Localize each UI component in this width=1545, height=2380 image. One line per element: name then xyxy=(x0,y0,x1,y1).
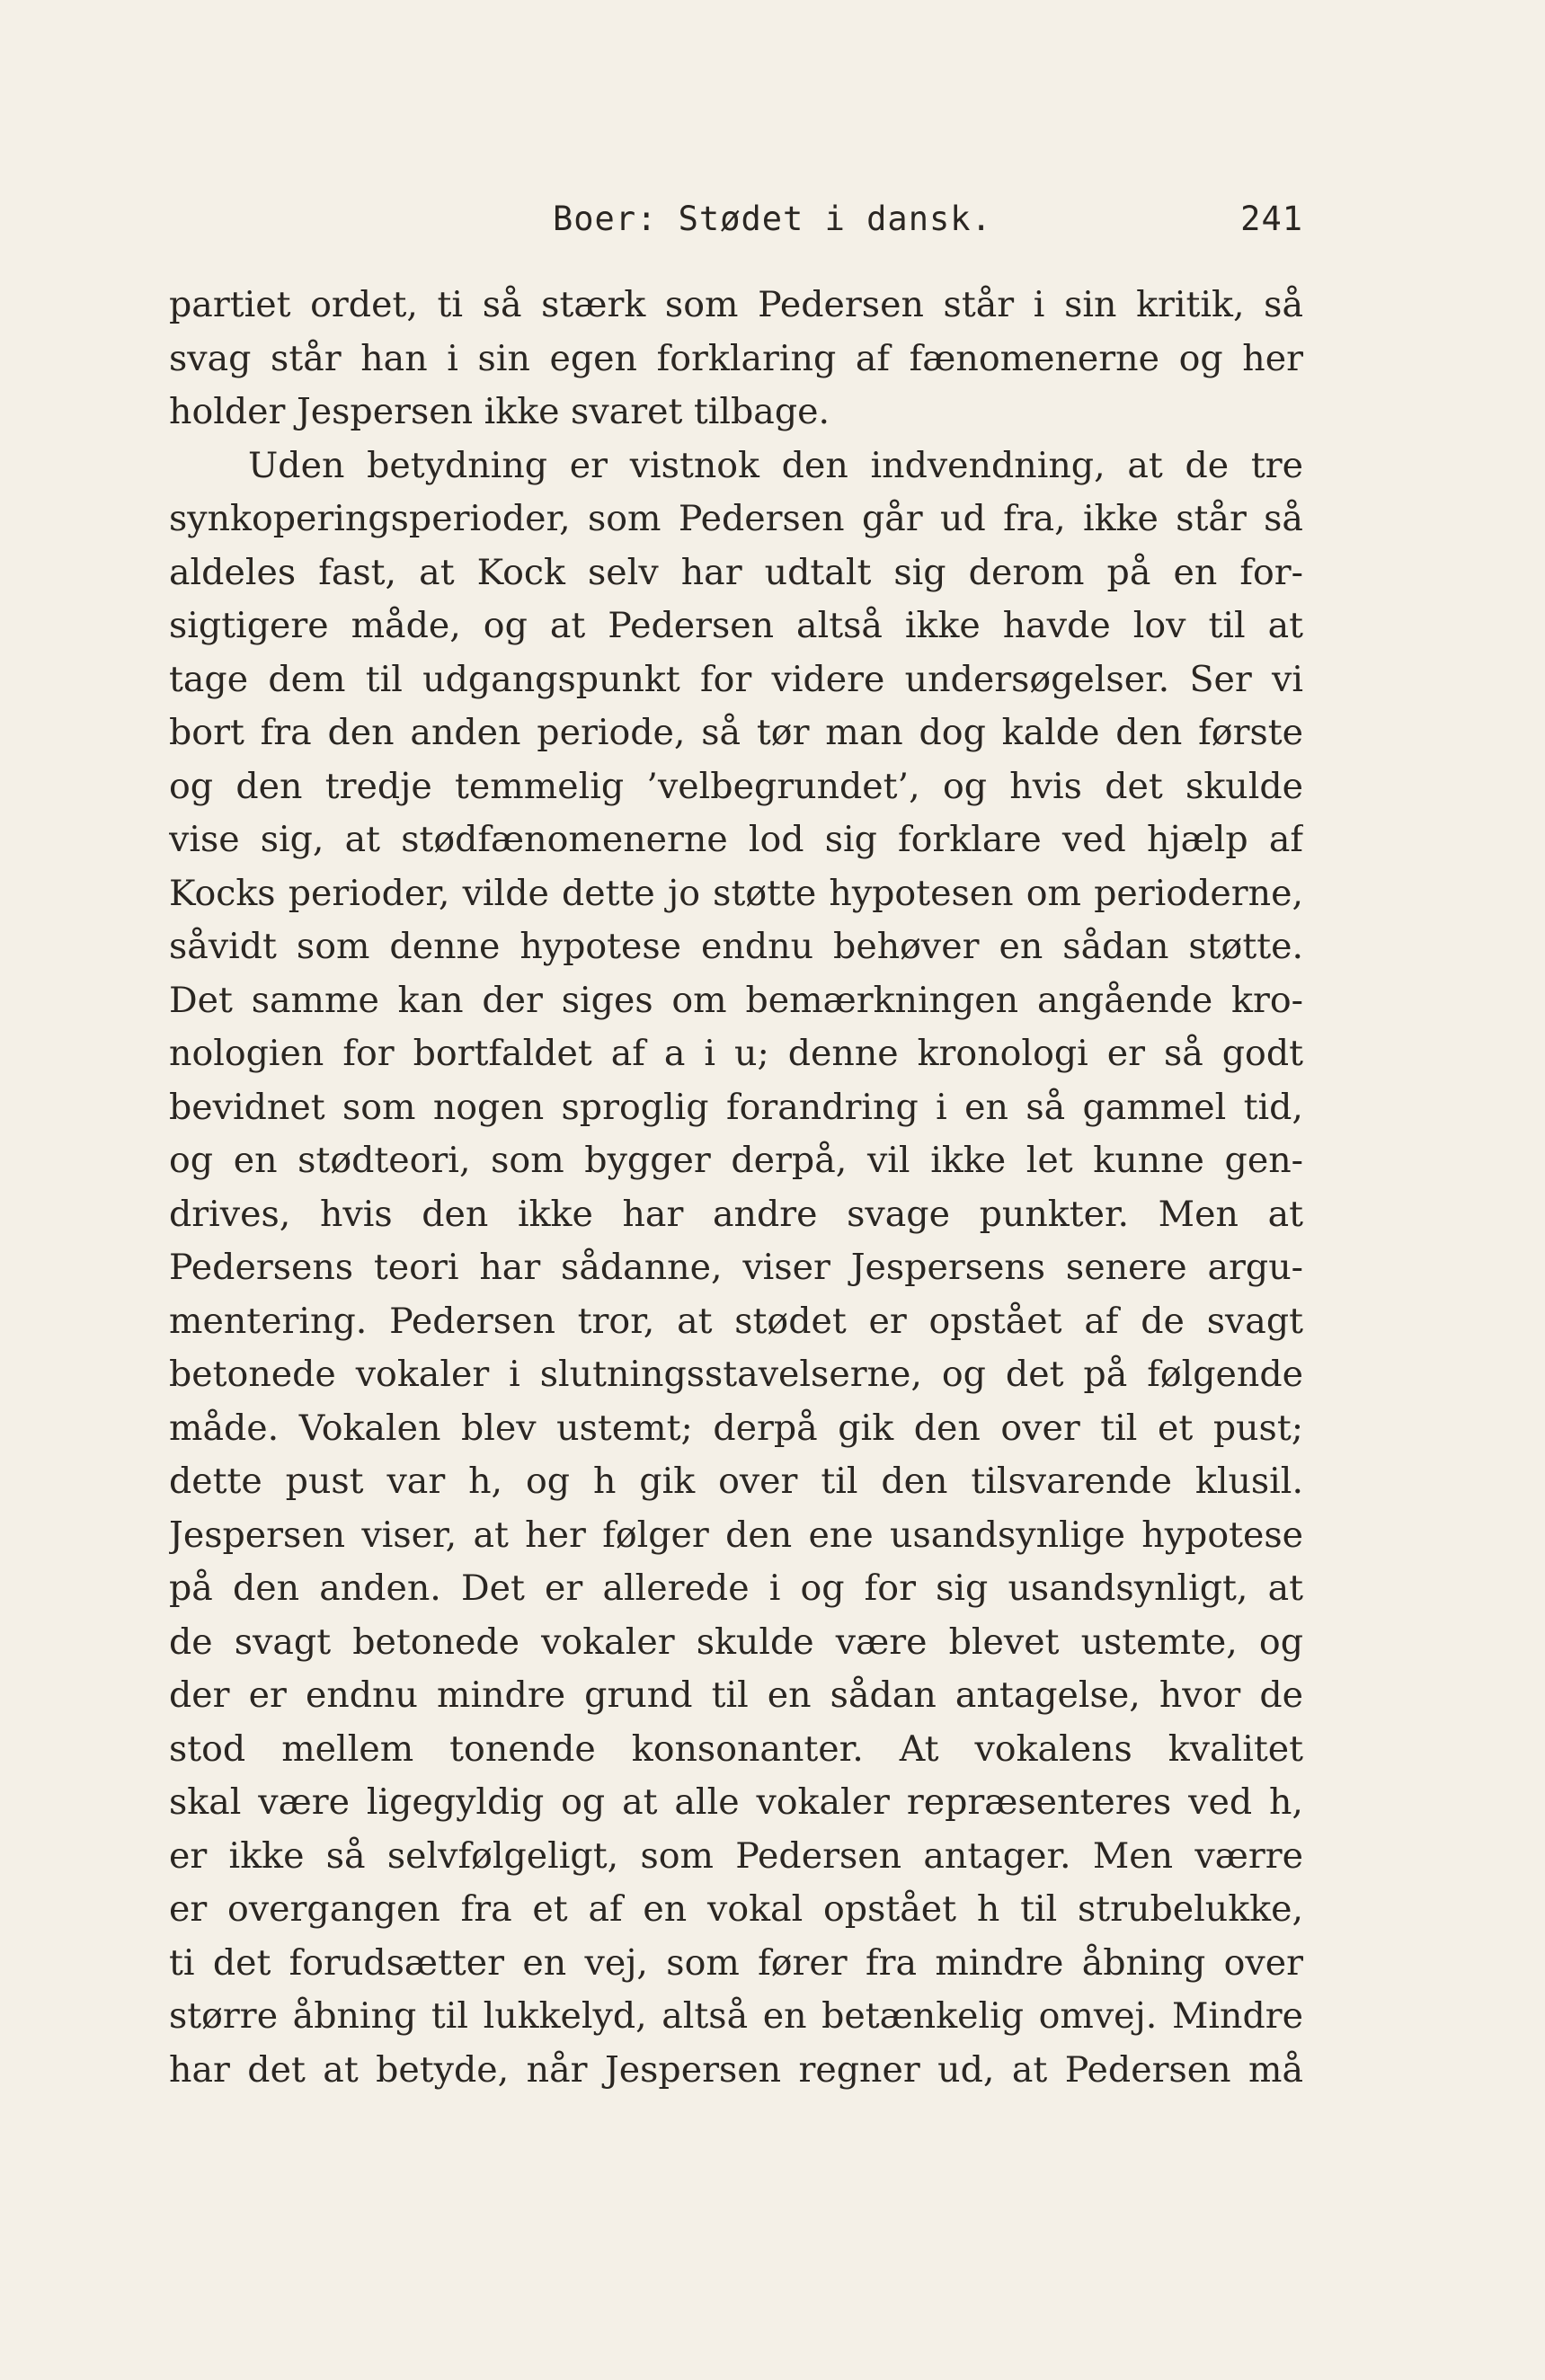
text-line: skal være ligegyldig og at alle vokaler repræsenteres ved h, xyxy=(169,1781,1303,1823)
text-line: der er endnu mindre grund til en sådan antagelse, hvor de xyxy=(169,1674,1303,1716)
text-line: såvidt som denne hypotese endnu behøver en sådan støtte. xyxy=(169,926,1303,967)
text-line: ti det forudsætter en vej, som fører fra mindre åbning over xyxy=(169,1941,1303,1984)
text-line: dette pust var h, og h gik over til den tilsvarende klusil. xyxy=(169,1461,1303,1502)
page-number: 241 xyxy=(1240,200,1303,238)
text-line: aldeles fast, at Kock selv har udtalt sig derom på en for- xyxy=(169,551,1303,593)
text-line: på den anden. Det er allerede i og for sig usandsynligt, at xyxy=(169,1567,1303,1609)
text-line: synkoperingsperioder, som Pedersen går ud fra, ikke står så xyxy=(169,498,1303,539)
text-line: måde. Vokalen blev ustemt; derpå gik den over til et pust; xyxy=(169,1407,1303,1449)
text-line: de svagt betonede vokaler skulde være blevet ustemte, og xyxy=(169,1621,1303,1663)
text-line: og den tredje temmelig ’velbegrundet’, og hvis det skulde xyxy=(169,765,1303,807)
body-text xyxy=(169,279,1303,2097)
text-line: svag står han i sin egen forklaring af fænomenerne og her xyxy=(169,337,1303,379)
text-line: drives, hvis den ikke har andre svage punkter. Men at xyxy=(169,1193,1303,1235)
text-line: bort fra den anden periode, så tør man dog kalde den første xyxy=(169,712,1303,753)
text-line: bevidnet som nogen sproglig forandring i en så gammel tid, xyxy=(169,1086,1303,1128)
text-line: har det at betyde, når Jespersen regner ud, at Pedersen må xyxy=(169,2048,1303,2091)
text-line: betonede vokaler i slutningsstavelserne, og det på følgende xyxy=(169,1354,1303,1395)
text-line: vise sig, at stødfænomenerne lod sig forklare ved hjælp af xyxy=(169,819,1303,860)
text-line: er overgangen fra et af en vokal opstået h til strubelukke, xyxy=(169,1888,1303,1930)
text-line: nologien for bortfaldet af a i u; denne kronologi er så godt xyxy=(169,1033,1303,1074)
text-line: er ikke så selvfølgeligt, som Pedersen antager. Men værre xyxy=(169,1834,1303,1877)
text-line: sigtigere måde, og at Pedersen altså ikke havde lov til at xyxy=(169,605,1303,646)
text-line: mentering. Pedersen tror, at stødet er opstået af de svagt xyxy=(169,1300,1303,1342)
text-line: og en stødteori, som bygger derpå, vil ikke let kunne gen- xyxy=(169,1140,1303,1181)
text-line: holder Jespersen ikke svaret tilbage. xyxy=(169,391,830,432)
text-line: partiet ordet, ti så stærk som Pedersen står i sin kritik, så xyxy=(169,284,1303,325)
text-line: Kocks perioder, vilde dette jo støtte hypotesen om perioderne, xyxy=(169,872,1303,914)
text-line: større åbning til lukkelyd, altså en betænkelig omvej. Mindre xyxy=(169,1995,1303,2037)
running-head xyxy=(169,200,1303,250)
text-line: stod mellem tonende konsonanter. At vokalens kvalitet xyxy=(169,1727,1303,1770)
text-line: Pedersens teori har sådanne, viser Jespersens senere argu- xyxy=(169,1247,1303,1288)
running-title: Boer: Stødet i dansk. xyxy=(553,200,992,238)
text-line: Jespersen viser, at her følger den ene usandsynlige hypotese xyxy=(169,1514,1303,1556)
text-line: Uden betydning er vistnok den indvendning, at de tre xyxy=(248,444,1303,486)
text-line: tage dem til udgangspunkt for videre undersøgelser. Ser vi xyxy=(169,658,1303,700)
text-line: Det samme kan der siges om bemærkningen angående kro- xyxy=(169,979,1303,1021)
